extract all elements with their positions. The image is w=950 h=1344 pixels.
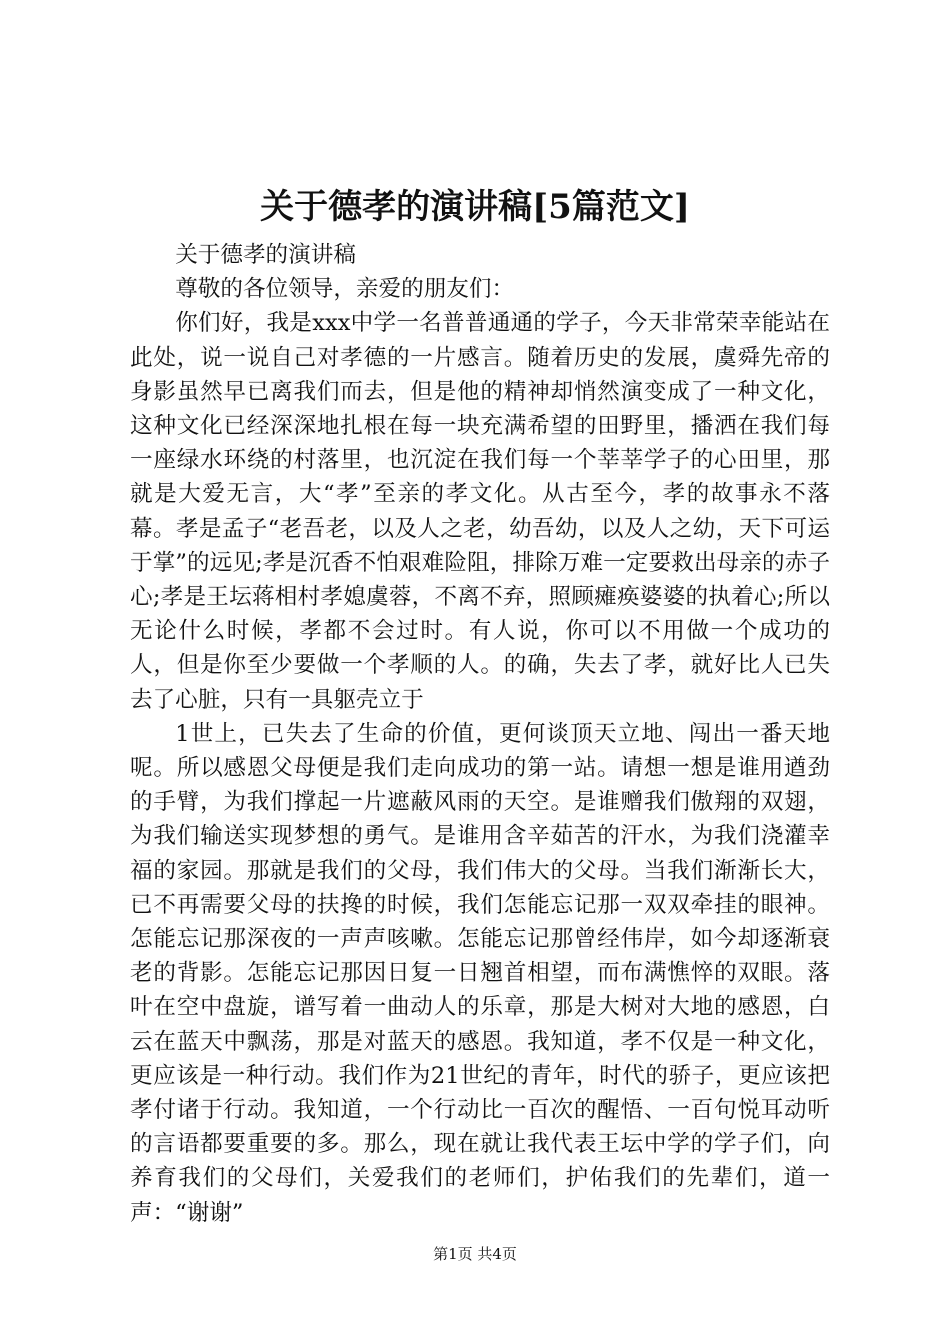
body-paragraph: 你们好，我是xxx中学一名普普通通的学子，今天非常荣幸能站在此处，说一说自己对孝德的一片感言。随着历史的发展，虞舜先帝的身影虽然早已离我们而去，但是他的精神却悄然演变成了一种文化，这种文化已经深深地扎根在每一块充满希望的田野里，播洒在我们每一座绿水环绕的村落里，也沉淀在我们每一个莘莘学子的心田里，那就是大爱无言，大“孝”至亲的孝文化。从古至今，孝的故事永不落幕。孝是孟子“老吾老，以及人之老，幼吾幼，以及人之幼，天下可运于掌”的远见;孝是沉香不怕艰难险阻，排除万难一定要救出母亲的赤子心;孝是王坛蒋相村孝媳虞蓉，不离不弃，照顾瘫痪婆婆的执着心;所以无论什么时候，孝都不会过时。有人说，你可以不用做一个成功的人，但是你至少要做一个孝顺的人。的确，失去了孝，就好比人已失去了心脏，只有一具躯壳立于 <box>130 310 830 713</box>
page-title: 关于德孝的演讲稿[5篇范文] <box>260 187 690 227</box>
body-paragraph: 1世上，已失去了生命的价值，更何谈顶天立地、闯出一番天地呢。所以感恩父母便是我们走向成功的第一站。请想一想是谁用遒劲的手臂，为我们撑起一片遮蔽风雨的天空。是谁赠我们傲翔的双翅，为我们输送实现梦想的勇气。是谁用含辛茹苦的汗水，为我们浇灌幸福的家园。那就是我们的父母，我们伟大的父母。当我们渐渐长大，已不再需要父母的扶搀的时候，我们怎能忘记那一双双牵挂的眼神。怎能忘记那深夜的一声声咳嗽。怎能忘记那曾经伟岸，如今却逐渐衰老的背影。怎能忘记那因日复一日翘首相望，而布满憔悴的双眼。落叶在空中盘旋，谱写着一曲动人的乐章，那是大树对大地的感恩，白云在蓝天中飘荡，那是对蓝天的感恩。我知道，孝不仅是一种文化，更应该是一种行动。我们作为21世纪的青年，时代的骄子，更应该把孝付诸于行动。我知道，一个行动比一百次的醒悟、一百句悦耳动听的言语都要重要的多。那么，现在就让我代表王坛中学的学子们，向养育我们的父母们，关爱我们的老师们，护佑我们的先辈们，道一声：“谢谢” <box>130 720 830 1226</box>
document-body <box>130 238 830 1230</box>
salutation: 尊敬的各位领导，亲爱的朋友们： <box>175 276 515 303</box>
page-number-footer: 第1页 共4页 <box>433 1245 517 1263</box>
speech-subtitle: 关于德孝的演讲稿 <box>175 242 356 268</box>
